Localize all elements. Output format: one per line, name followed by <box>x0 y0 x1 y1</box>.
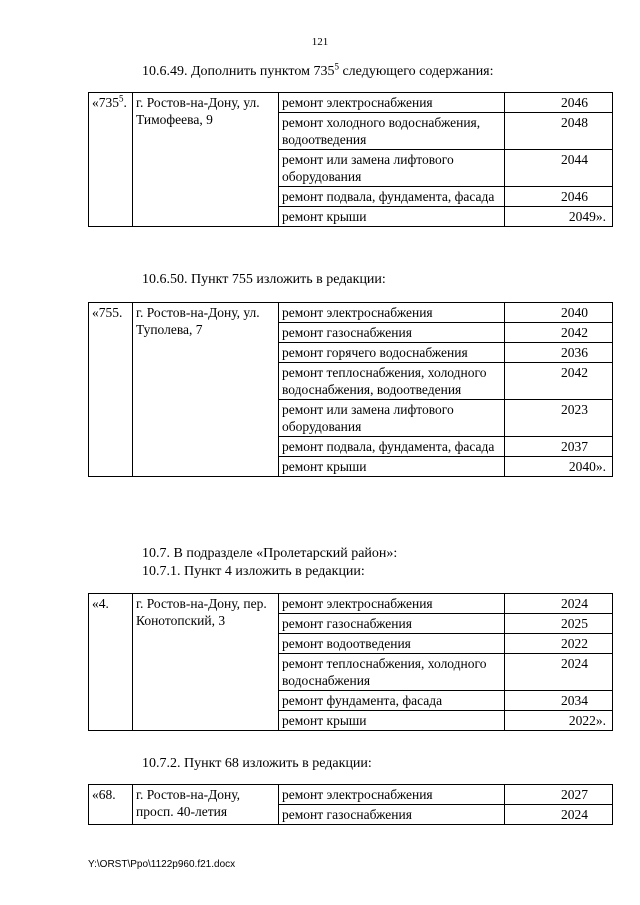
year-cell: 2042 <box>505 323 613 343</box>
work-cell: ремонт фундамента, фасада <box>279 691 505 711</box>
work-cell: ремонт подвала, фундамента, фасада <box>279 437 505 457</box>
work-cell: ремонт газоснабжения <box>279 614 505 634</box>
year-cell: 2049». <box>505 207 613 227</box>
table-row <box>89 785 613 805</box>
year-cell: 2024 <box>505 594 613 614</box>
work-cell: ремонт электроснабжения <box>279 93 505 113</box>
year-cell: 2024 <box>505 654 613 691</box>
table-item-68 <box>88 784 613 825</box>
work-cell: ремонт или замена лифтового оборудования <box>279 400 505 437</box>
table-item-735-5 <box>88 92 613 227</box>
work-cell: ремонт теплоснабжения, холодного водоснабжения, водоотведения <box>279 363 505 400</box>
paragraph-10-6-50: 10.6.50. Пункт 755 изложить в редакции: <box>142 272 386 287</box>
table-row <box>89 303 613 323</box>
work-cell: ремонт крыши <box>279 207 505 227</box>
table-row <box>89 93 613 113</box>
year-cell: 2042 <box>505 363 613 400</box>
paragraph-text: 10.6.49. Дополнить пунктом 735 <box>142 64 335 79</box>
footer-file-path: Y:\ORST\Ppo\1122p960.f21.docx <box>88 859 236 870</box>
year-cell: 2022 <box>505 634 613 654</box>
year-cell: 2046 <box>505 187 613 207</box>
superscript: 5 <box>334 61 339 72</box>
year-cell: 2025 <box>505 614 613 634</box>
paragraph-10-7-1: 10.7.1. Пункт 4 изложить в редакции: <box>142 564 365 579</box>
year-cell: 2036 <box>505 343 613 363</box>
work-cell: ремонт газоснабжения <box>279 323 505 343</box>
work-cell: ремонт горячего водоснабжения <box>279 343 505 363</box>
address-cell: г. Ростов-на-Дону, ул. Туполева, 7 <box>133 303 279 477</box>
year-cell: 2046 <box>505 93 613 113</box>
table-item-4 <box>88 593 613 731</box>
paragraph-10-7: 10.7. В подразделе «Пролетарский район»: <box>142 546 398 561</box>
work-cell: ремонт или замена лифтового оборудования <box>279 150 505 187</box>
year-cell: 2022». <box>505 711 613 731</box>
address-cell: г. Ростов-на-Дону, ул. Тимофеева, 9 <box>133 93 279 227</box>
year-cell: 2027 <box>505 785 613 805</box>
page-number: 121 <box>311 36 329 48</box>
year-cell: 2037 <box>505 437 613 457</box>
work-cell: ремонт крыши <box>279 457 505 477</box>
work-cell: ремонт электроснабжения <box>279 785 505 805</box>
year-cell: 2040 <box>505 303 613 323</box>
year-cell: 2040». <box>505 457 613 477</box>
work-cell: ремонт теплоснабжения, холодного водоснабжения <box>279 654 505 691</box>
work-cell: ремонт холодного водоснабжения, водоотведения <box>279 113 505 150</box>
item-number-cell: «68. <box>89 785 133 825</box>
item-number-cell: «$735^5$. <box>89 93 133 227</box>
year-cell: 2044 <box>505 150 613 187</box>
item-number-cell: «4. <box>89 594 133 731</box>
paragraph-10-7-2: 10.7.2. Пункт 68 изложить в редакции: <box>142 756 372 771</box>
year-cell: 2024 <box>505 805 613 825</box>
work-cell: ремонт водоотведения <box>279 634 505 654</box>
paragraph-10-6-49 <box>142 63 494 80</box>
work-cell: ремонт электроснабжения <box>279 303 505 323</box>
address-cell: г. Ростов-на-Дону, пер. Конотопский, 3 <box>133 594 279 731</box>
work-cell: ремонт газоснабжения <box>279 805 505 825</box>
paragraph-text: следующего содержания: <box>338 64 494 79</box>
year-cell: 2034 <box>505 691 613 711</box>
item-number-cell: «755. <box>89 303 133 477</box>
year-cell: 2048 <box>505 113 613 150</box>
work-cell: ремонт подвала, фундамента, фасада <box>279 187 505 207</box>
work-cell: ремонт крыши <box>279 711 505 731</box>
work-cell: ремонт электроснабжения <box>279 594 505 614</box>
table-row <box>89 594 613 614</box>
address-cell: г. Ростов-на-Дону, просп. 40-летия <box>133 785 279 825</box>
year-cell: 2023 <box>505 400 613 437</box>
table-item-755 <box>88 302 613 477</box>
